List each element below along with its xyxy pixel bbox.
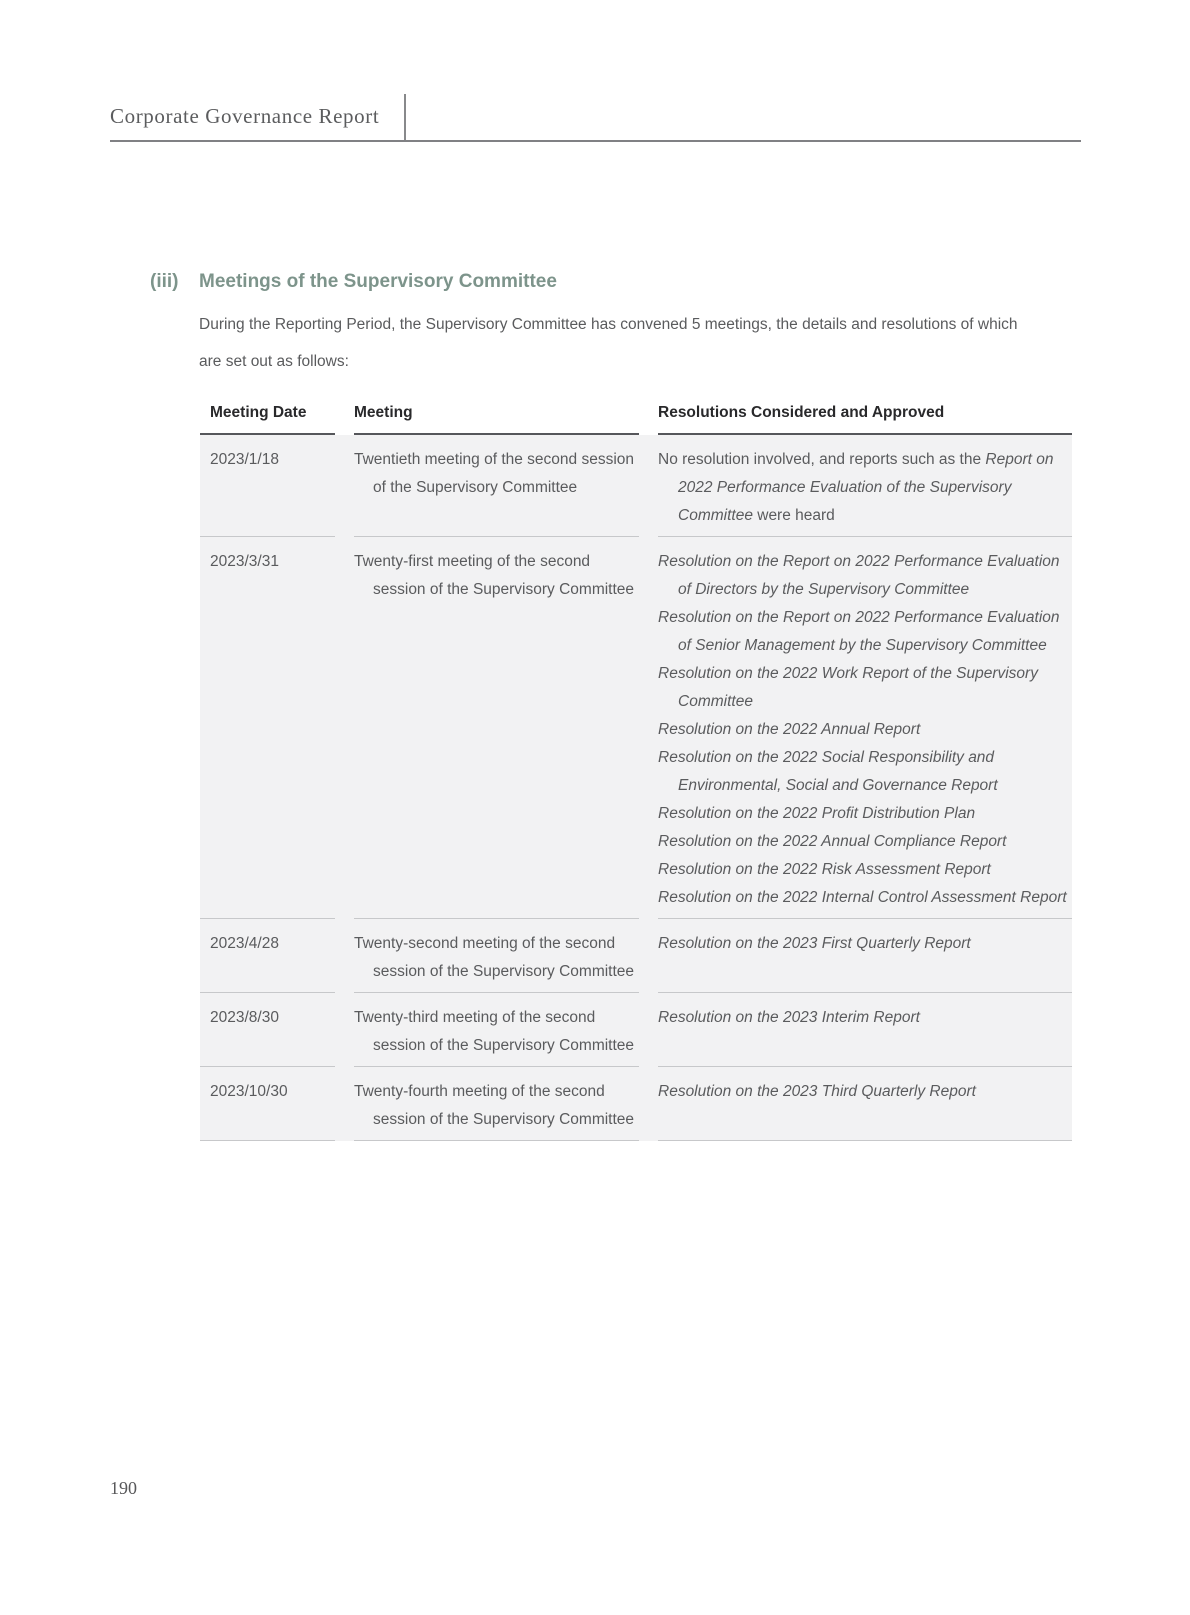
table-row <box>200 993 1072 1067</box>
meeting-text: Twenty-fourth meeting of the second session of the Supervisory Committee <box>354 1083 635 1128</box>
resolution-item <box>658 884 1072 912</box>
header-vertical-rule <box>404 94 406 141</box>
meeting-cell <box>354 435 639 537</box>
meetings-table <box>200 402 1072 1141</box>
resolution-title-text: Resolution on the 2023 First Quarterly Report <box>658 935 971 952</box>
column-header-meeting: Meeting <box>354 402 639 435</box>
table-row <box>200 919 1072 993</box>
section-number: (iii) <box>150 271 179 292</box>
column-header-resolutions: Resolutions Considered and Approved <box>658 402 1072 435</box>
resolutions-cell <box>658 1067 1072 1141</box>
table-row <box>200 537 1072 919</box>
resolution-item <box>658 604 1072 660</box>
resolutions-cell <box>658 537 1072 919</box>
resolution-title-text: Resolution on the 2022 Annual Report <box>658 721 921 738</box>
resolution-item <box>658 716 1072 744</box>
resolution-plain-text: were heard <box>752 507 835 524</box>
resolution-item <box>658 744 1072 800</box>
table-header-row <box>200 402 1072 435</box>
resolution-plain-text: No resolution involved, and reports such as the <box>658 451 986 468</box>
resolutions-cell <box>658 993 1072 1067</box>
resolution-title-text: Resolution on the 2023 Third Quarterly Report <box>658 1083 976 1100</box>
meeting-cell <box>354 919 639 993</box>
meeting-cell <box>354 537 639 919</box>
table-row <box>200 1067 1072 1141</box>
page-number: 190 <box>110 1478 137 1498</box>
meeting-date-cell: 2023/3/31 <box>200 537 335 919</box>
resolution-item <box>658 660 1072 716</box>
resolution-item <box>658 548 1072 604</box>
resolution-item <box>658 800 1072 828</box>
meeting-date-cell: 2023/4/28 <box>200 919 335 993</box>
resolution-item <box>658 1078 1072 1106</box>
document-title: Corporate Governance Report <box>110 104 380 128</box>
meeting-text: Twenty-second meeting of the second session of the Supervisory Committee <box>354 935 635 980</box>
resolution-title-text: Resolution on the Report on 2022 Performance Evaluation of Senior Management by the Supervisory Committee <box>658 609 1060 654</box>
resolution-item <box>658 856 1072 884</box>
section-intro: During the Reporting Period, the Supervisory Committee has convened 5 meetings, the details and resolutions of which are set out as follows: <box>199 316 1018 370</box>
section-heading <box>150 271 557 293</box>
resolutions-cell <box>658 435 1072 537</box>
meeting-text: Twentieth meeting of the second session of the Supervisory Committee <box>354 451 635 496</box>
resolution-title-text: Resolution on the 2022 Social Responsibility and Environmental, Social and Governance Report <box>658 749 998 794</box>
resolution-title-text: Resolution on the 2022 Profit Distribution Plan <box>658 805 976 822</box>
resolution-title-text: Resolution on the 2022 Annual Compliance Report <box>658 833 1007 850</box>
meeting-cell <box>354 1067 639 1141</box>
meeting-date-cell: 2023/1/18 <box>200 435 335 537</box>
resolution-item <box>658 930 1072 958</box>
resolution-item <box>658 446 1072 530</box>
resolution-item <box>658 828 1072 856</box>
header-horizontal-rule <box>110 140 1081 142</box>
resolution-item <box>658 1004 1072 1032</box>
table-body <box>200 435 1072 1141</box>
resolution-title-text: Resolution on the 2022 Risk Assessment Report <box>658 861 991 878</box>
resolution-title-text: Resolution on the 2022 Work Report of the Supervisory Committee <box>658 665 1038 710</box>
meeting-cell <box>354 993 639 1067</box>
meeting-date-cell: 2023/8/30 <box>200 993 335 1067</box>
section-title: Meetings of the Supervisory Committee <box>199 271 557 292</box>
resolution-title-text: Resolution on the Report on 2022 Performance Evaluation of Directors by the Supervisory Committee <box>658 553 1060 598</box>
resolution-title-text: Resolution on the 2022 Internal Control Assessment Report <box>658 889 1067 906</box>
resolution-title-text: Report on 2022 Performance Evaluation of the Supervisory Committee <box>678 451 1054 524</box>
table-row <box>200 435 1072 537</box>
resolutions-cell <box>658 919 1072 993</box>
resolution-title-text: Resolution on the 2023 Interim Report <box>658 1009 920 1026</box>
column-header-meeting-date: Meeting Date <box>200 402 335 435</box>
meeting-text: Twenty-third meeting of the second session of the Supervisory Committee <box>354 1009 635 1054</box>
meeting-text: Twenty-first meeting of the second session of the Supervisory Committee <box>354 553 635 598</box>
meeting-date-cell: 2023/10/30 <box>200 1067 335 1141</box>
